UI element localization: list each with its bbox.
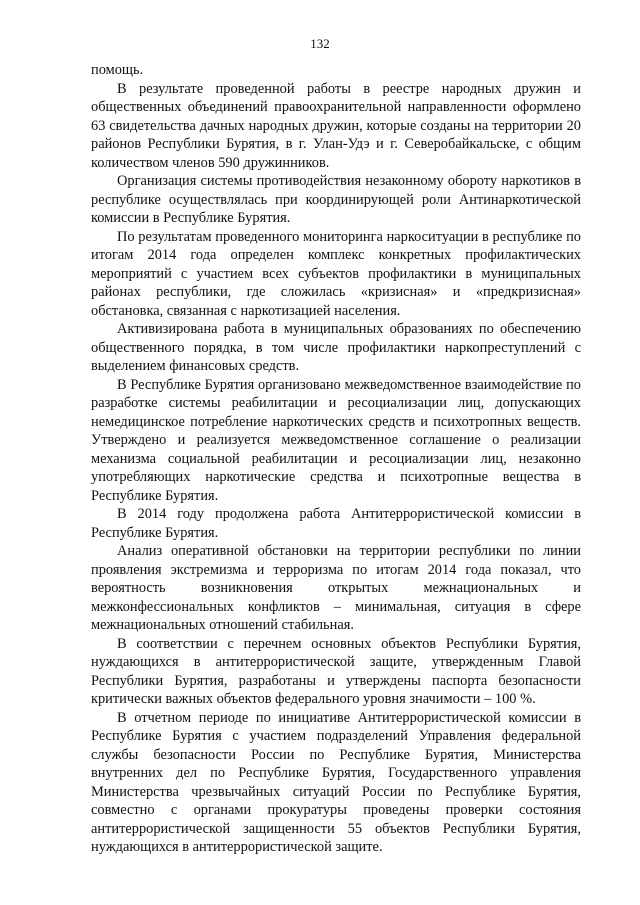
paragraph-municipal-work: Активизирована работа в муниципальных образованиях по обеспечению общественного порядка, в том числе профилактики наркопреступлений с выделением финансовых средств. <box>91 321 581 374</box>
paragraph-security-passports: В соответствии с перечнем основных объектов Республики Бурятия, нуждающихся в антитеррористической защите, утвержденным Главой Республики Бурятия, разработаны и утверждены паспорта безопасности критически важных объектов федерального уровня значимости – 100 %. <box>91 635 581 707</box>
body-text <box>91 61 581 857</box>
paragraph-continuation: помощь. <box>91 62 144 78</box>
page-number: 132 <box>310 36 330 51</box>
paragraph-extremism-analysis: Анализ оперативной обстановки на территории республики по линии проявления экстремизма и терроризма по итогам 2014 года показал, что вероятность возникновения открытых межнациональных и межконфессиональных конфликтов – минимальная, ситуация в сфере межнациональных отношений стабильная. <box>91 543 581 633</box>
paragraph-drug-monitoring: По результатам проведенного мониторинга наркоситуации в республике по итогам 2014 года определен комплекс конкретных профилактических мероприятий с участием всех субъектов профилактики в муниципальных районах республики, где сложилась «кризисная» и «предкризисная» обстановка, связанная с наркотизацией населения. <box>91 228 581 319</box>
paragraph-rehabilitation: В Республике Бурятия организовано межведомственное взаимодействие по разработке системы реабилитации и ресоциализации лиц, допускающих немедицинское потребление наркотических средств и психотропных веществ. Утверждено и реализуется межведомственное соглашение о реализации механизма социальной реабилитации и ресоциализации лиц, незаконно употребляющих наркотические средства и психотропные вещества в Республике Бурятия. <box>91 376 581 504</box>
paragraph-antiterror-commission: В 2014 году продолжена работа Антитеррористической комиссии в Республике Бурятия. <box>91 506 581 541</box>
paragraph-anti-drug-system: Организация системы противодействия незаконному обороту наркотиков в республике осуществлялась при координирующей роли Антинаркотической комиссии в Республике Бурятия. <box>91 173 581 226</box>
paragraph-inspections: В отчетном периоде по инициативе Антитеррористической комиссии в Республике Бурятия с участием подразделений Управления федеральной службы безопасности России по Республике Бурятия, Министерства внутренних дел по Республике Бурятия, Государственного управления Министерства чрезвычайных ситуаций России по Республике Бурятия, совместно с органами прокуратуры проведены проверки состояния антитеррористической защищенности 55 объектов Республики Бурятия, нуждающихся в антитеррористической защите. <box>91 709 581 855</box>
paragraph-people-squads: В результате проведенной работы в реестре народных дружин и общественных объединений правоохранительной направленности оформлено 63 свидетельства дачных народных дружин, которые созданы на территории 20 районов Республики Бурятия, в г. Улан-Удэ и г. Северобайкальске, с общим количеством членов 590 дружинников. <box>91 80 581 171</box>
